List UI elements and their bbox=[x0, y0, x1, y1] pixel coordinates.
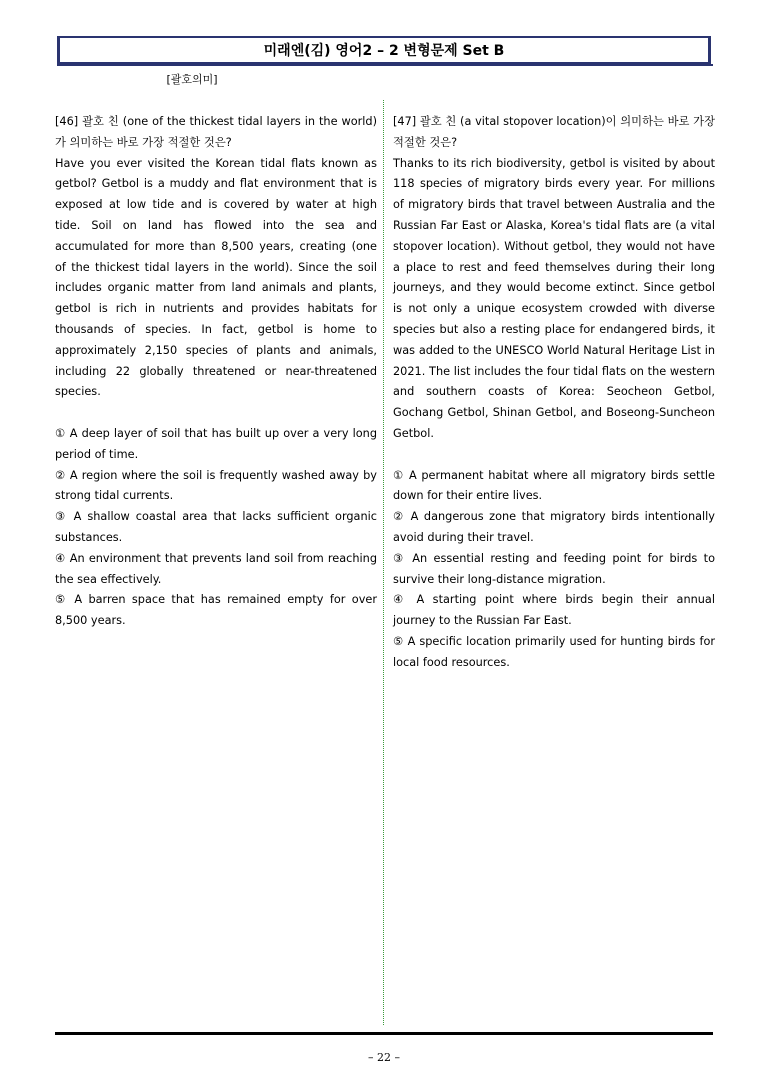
page-title bbox=[57, 36, 711, 64]
question-46-prompt: [46] 괄호 친 (one of the thickest tidal layers in the world)가 의미하는 바로 가장 적절한 것은? bbox=[55, 115, 377, 149]
question-47-choice-5: ⑤ A specific location primarily used for hunting birds for local food resources. bbox=[393, 634, 715, 669]
footer-rule bbox=[55, 1032, 713, 1035]
question-47-choice-1: ① A permanent habitat where all migratory birds settle down for their entire lives. bbox=[393, 468, 715, 503]
question-47-choice-4: ④ A starting point where birds begin their annual journey to the Russian Far East. bbox=[393, 593, 715, 628]
question-46-passage: Have you ever visited the Korean tidal flats known as getbol? Getbol is a muddy and flat environment that is exposed at low tide and is covered by water at high tide. Soil on land has flowed into the sea and accumulated for more than 8,500 years, creating (one of the thickest tidal layers in the world). Since the soil includes organic matter from land animals and plants, getbol is rich in nutrients and provides habitats for thousands of species. In fact, getbol is home to approximately 2,150 species of plants and animals, including 22 globally threatened or near-threatened species. bbox=[55, 156, 377, 399]
question-47-choice-2: ② A dangerous zone that migratory birds intentionally avoid during their travel. bbox=[393, 510, 715, 544]
question-47-choice-3: ③ An essential resting and feeding point for birds to survive their long-distance migration. bbox=[393, 551, 715, 586]
question-47-passage: Thanks to its rich biodiversity, getbol is visited by about 118 species of migratory birds every year. For millions of migratory birds that travel between Australia and the Russian Far East or Alaska, Korea's tidal flats are (a vital stopover location). Without getbol, they would not have a place to rest and feed themselves during their long journeys, and they would become extinct. Since getbol is not only a unique ecosystem crowded with diverse species but also a resting place for endangered birds, it was added to the UNESCO World Natural Heritage List in 2021. The list includes the four tidal flats on the western and southern coasts of Korea: Seocheon Getbol, Gochang Getbol, Shinan Getbol, and Boseong-Suncheon Getbol. bbox=[393, 156, 715, 440]
question-46-choice-5: ⑤ A barren space that has remained empty for over 8,500 years. bbox=[55, 593, 377, 628]
title-underline bbox=[57, 64, 713, 66]
column-divider bbox=[383, 100, 384, 1025]
section-label: [괄호의미] bbox=[166, 73, 218, 86]
question-46 bbox=[55, 112, 377, 632]
question-47 bbox=[393, 112, 715, 674]
question-46-choice-2: ② A region where the soil is frequently washed away by strong tidal currents. bbox=[55, 468, 377, 503]
question-47-prompt: [47] 괄호 친 (a vital stopover location)이 의미하는 바로 가장 적절한 것은? bbox=[393, 115, 715, 149]
question-46-choice-4: ④ An environment that prevents land soil from reaching the sea effectively. bbox=[55, 551, 377, 586]
question-46-choice-1: ① A deep layer of soil that has built up over a very long period of time. bbox=[55, 426, 377, 461]
page-number: – 22 – bbox=[368, 1051, 400, 1064]
question-46-choice-3: ③ A shallow coastal area that lacks sufficient organic substances. bbox=[55, 510, 377, 544]
page-title-text: 미래엔(김) 영어2 – 2 변형문제 Set B bbox=[263, 43, 505, 59]
